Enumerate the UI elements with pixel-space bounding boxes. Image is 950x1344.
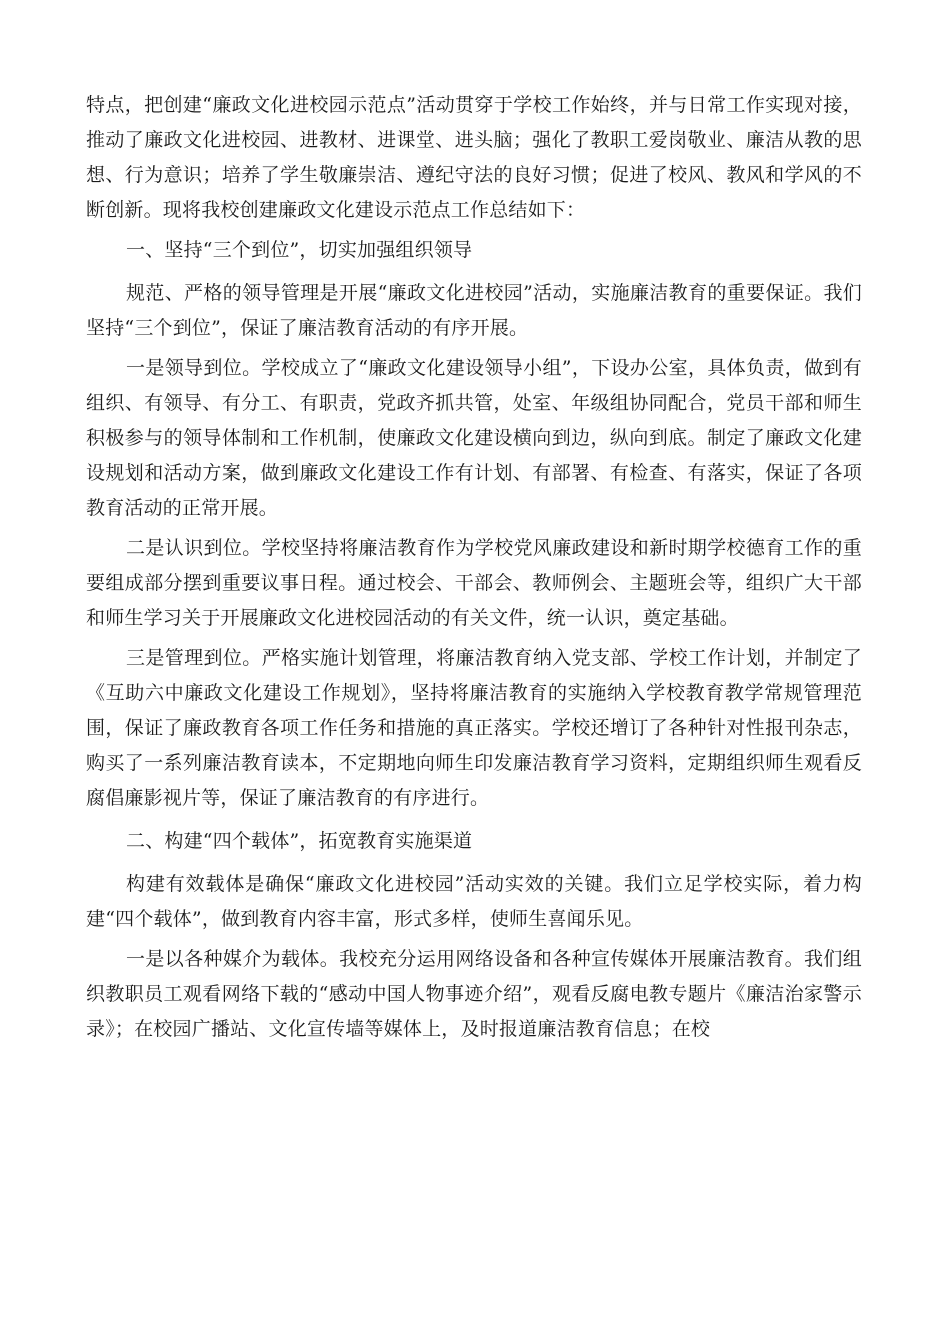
body-paragraph: 三是管理到位。严格实施计划管理，将廉洁教育纳入党支部、学校工作计划，并制定了《互助六中廉政文化建设工作规划》，坚持将廉洁教育的实施纳入学校教育教学常规管理范围，保证了廉政教育各项工作任务和措施的真正落实。学校还增订了各种针对性报刊杂志，购买了一系列廉洁教育读本，不定期地向师生印发廉洁教育学习资料，定期组织师生观看反腐倡廉影视片等，保证了廉洁教育的有序进行。 xyxy=(86,647,862,809)
body-paragraph: 一是以各种媒介为载体。我校充分运用网络设备和各种宣传媒体开展廉洁教育。我们组织教职员工观看网络下载的“感动中国人物事迹介绍”，观看反腐电教专题片《廉洁治家警示录》；在校园广播站、文化宣传墙等媒体上，及时报道廉洁教育信息；在校 xyxy=(86,948,862,1040)
body-paragraph: 一是领导到位。学校成立了“廉政文化建设领导小组”，下设办公室，具体负责，做到有组织、有领导、有分工、有职责，党政齐抓共管，处室、年级组协同配合，党员干部和师生积极参与的领导体制和工作机制，使廉政文化建设横向到边，纵向到底。制定了廉政文化建设规划和活动方案，做到廉政文化建设工作有计划、有部署、有检查、有落实，保证了各项教育活动的正常开展。 xyxy=(86,357,862,519)
section-heading: 二、构建“四个载体”，拓宽教育实施渠道 xyxy=(126,830,473,852)
body-paragraph: 特点，把创建“廉政文化进校园示范点”活动贯穿于学校工作始终，并与日常工作实现对接，推动了廉政文化进校园、进教材、进课堂、进头脑；强化了教职工爱岗敬业、廉洁从教的思想、行为意识；培养了学生敬廉崇洁、遵纪守法的良好习惯；促进了校风、教风和学风的不断创新。现将我校创建廉政文化建设示范点工作总结如下： xyxy=(86,94,862,221)
document-page xyxy=(86,88,862,1047)
body-paragraph: 规范、严格的领导管理是开展“廉政文化进校园”活动，实施廉洁教育的重要保证。我们坚持“三个到位”，保证了廉洁教育活动的有序开展。 xyxy=(86,282,862,339)
body-paragraph: 二是认识到位。学校坚持将廉洁教育作为学校党风廉政建设和新时期学校德育工作的重要组成部分摆到重要议事日程。通过校会、干部会、教师例会、主题班会等，组织广大干部和师生学习关于开展廉政文化进校园活动的有关文件，统一认识，奠定基础。 xyxy=(86,537,862,629)
body-paragraph: 构建有效载体是确保“廉政文化进校园”活动实效的关键。我们立足学校实际，着力构建“四个载体”，做到教育内容丰富，形式多样，使师生喜闻乐见。 xyxy=(86,873,862,930)
section-heading: 一、坚持“三个到位”，切实加强组织领导 xyxy=(126,239,473,261)
